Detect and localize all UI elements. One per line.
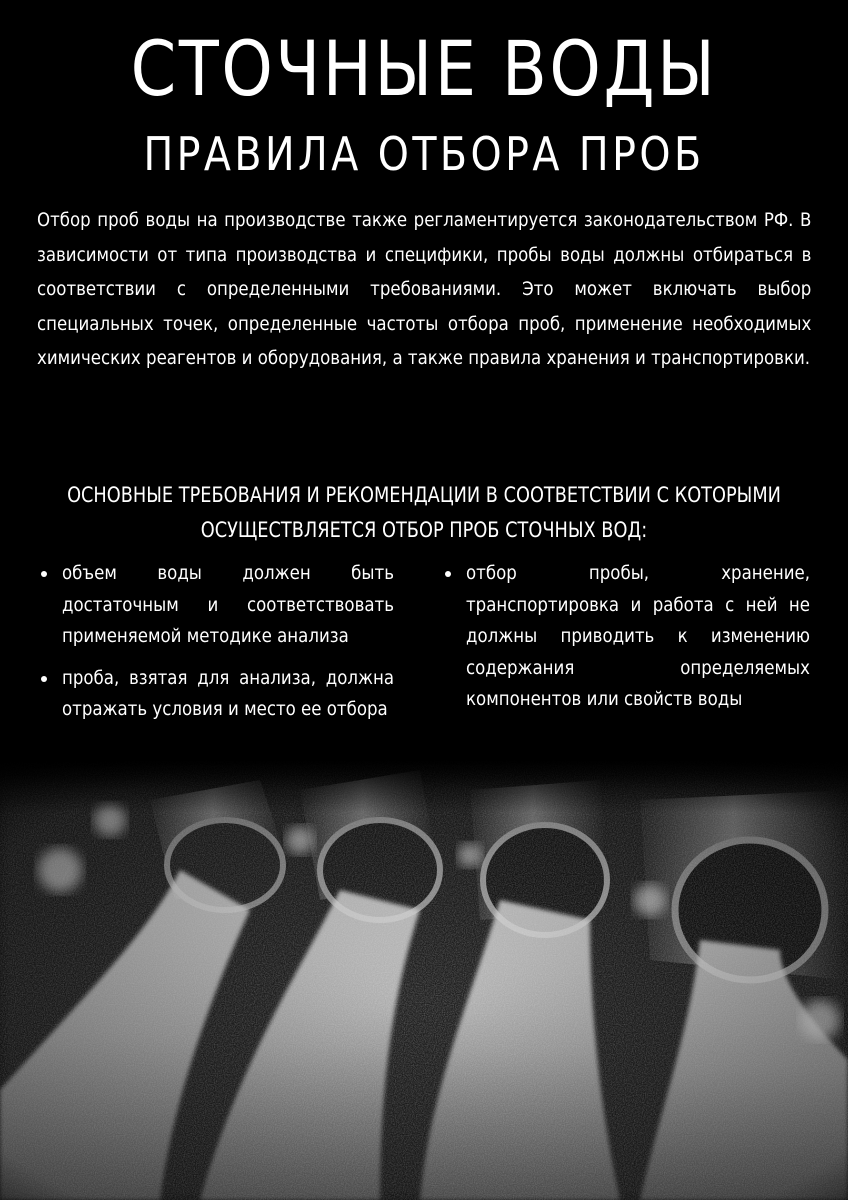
requirements-list-left [38, 558, 394, 736]
requirements-heading [0, 478, 848, 548]
list-item [442, 558, 810, 716]
water-pipes-photo [0, 760, 848, 1200]
poster-title: СТОЧНЫЕ ВОДЫ [130, 24, 718, 113]
list-item [38, 558, 394, 653]
poster-subtitle: ПРАВИЛА ОТБОРА ПРОБ [143, 127, 705, 181]
requirements-list-right [442, 558, 810, 726]
list-item-text: объем воды должен быть достаточным и соответствовать применяемой методике анализа [62, 562, 394, 647]
intro-text: Отбор проб воды на производстве также регламентируется законодательством РФ. В зависимости от типа производства и специфики, пробы воды должны отбираться в соответствии с определенными требованиями. Это может включать выбор специальных точек, определенные частоты отбора проб, применение необходимых химических реагентов и оборудования, а также правила хранения и транспортировки. [37, 209, 812, 369]
requirements-heading-text: ОСНОВНЫЕ ТРЕБОВАНИЯ И РЕКОМЕНДАЦИИ В СООТВЕТСТВИИ С КОТОРЫМИ ОСУЩЕСТВЛЯЕТСЯ ОТБОР ПРОБ СТОЧНЫХ ВОД: [67, 483, 781, 542]
list-item [38, 663, 394, 726]
bullet-dot [445, 571, 451, 577]
list-item-text: отбор пробы, хранение, транспортировка и работа с ней не должны приводить к изменению содержания определяемых компонентов или свойств воды [466, 562, 810, 710]
bullet-dot [41, 676, 47, 682]
bullet-dot [41, 571, 47, 577]
intro-paragraph [37, 203, 811, 376]
list-item-text: проба, взятая для анализа, должна отражать условия и место ее отбора [62, 666, 394, 720]
